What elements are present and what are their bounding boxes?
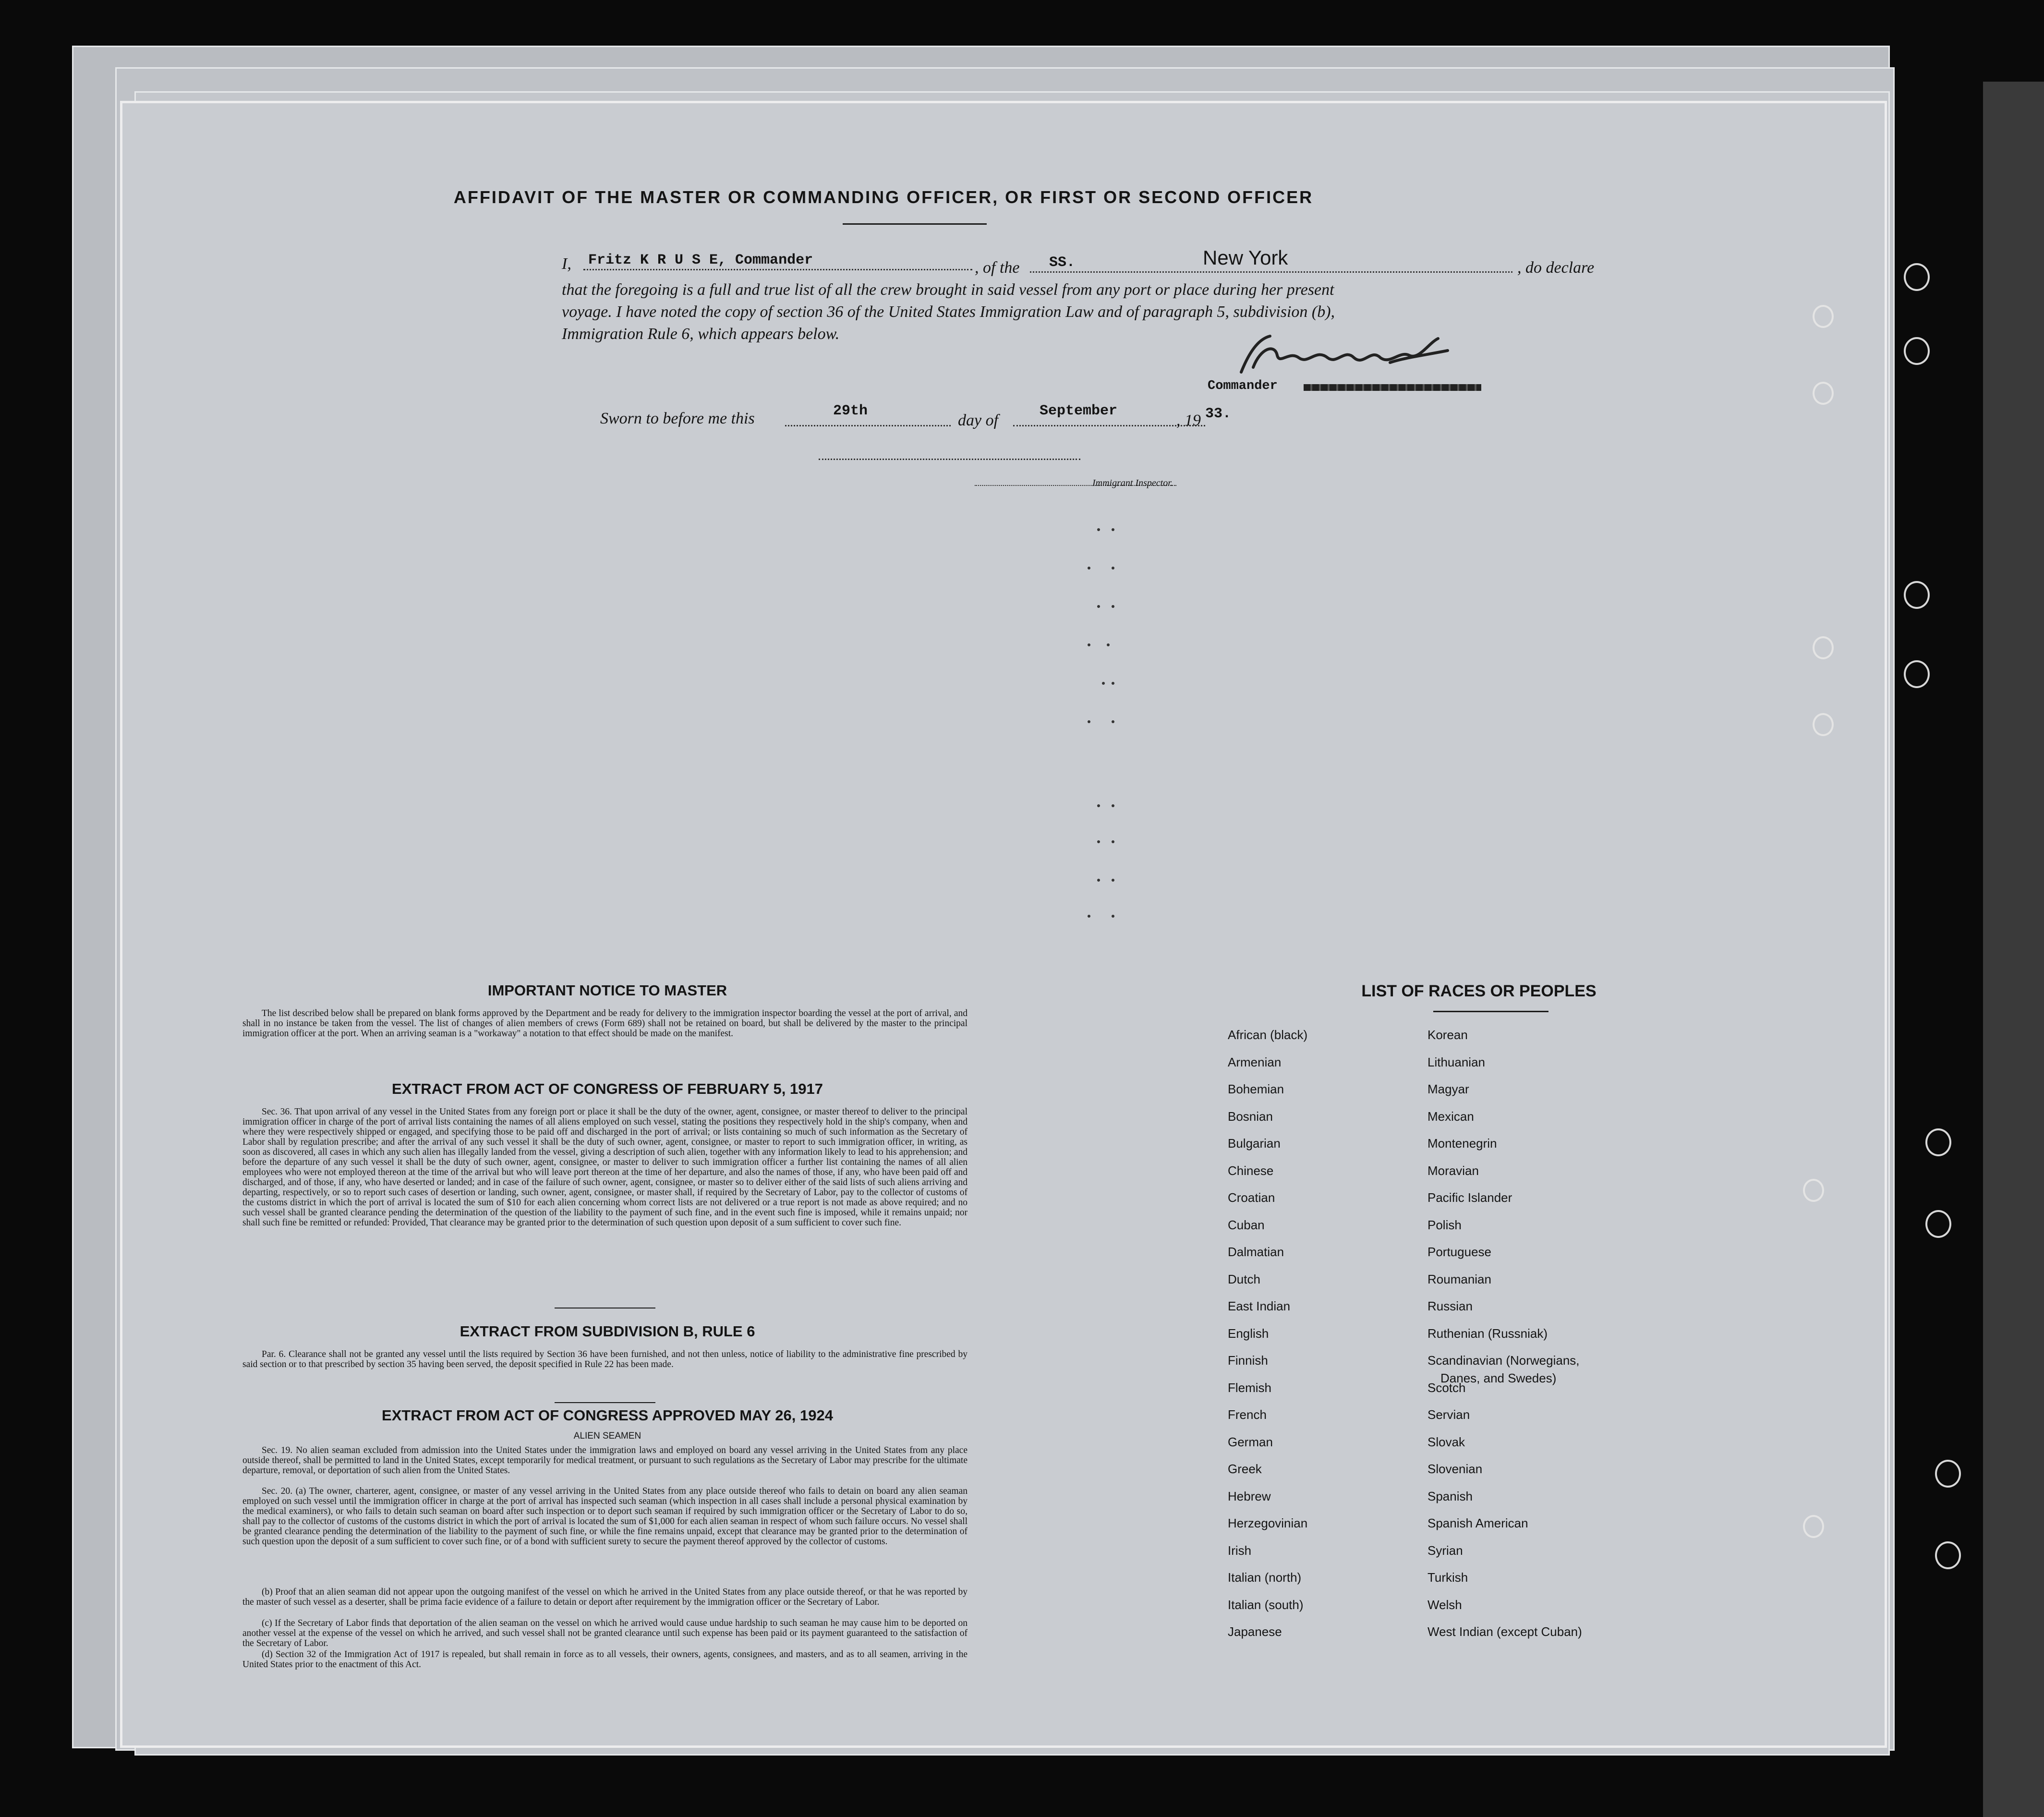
binding-strip (1983, 82, 2044, 1817)
race-item: Bulgarian (1228, 1136, 1281, 1151)
vessel-name: New York (1203, 246, 1288, 269)
binder-hole (1925, 1128, 1951, 1156)
race-item: Japanese (1228, 1624, 1282, 1639)
inspector-sign-line (819, 459, 1080, 460)
races-title-underline (1433, 1011, 1548, 1012)
race-item: Polish (1427, 1217, 1462, 1232)
statement-line-3: Immigration Rule 6, which appears below. (562, 325, 840, 343)
vessel-prefix: SS. (1049, 254, 1076, 271)
affidavit-title: AFFIDAVIT OF THE MASTER OR COMMANDING OFFICER, OR FIRST OR SECOND OFFICER (453, 187, 1314, 207)
races-title: LIST OF RACES OR PEOPLES (1361, 982, 1596, 1000)
race-item: German (1228, 1434, 1273, 1449)
race-item: Scotch (1427, 1380, 1466, 1395)
do-declare-label: , do declare (1517, 259, 1595, 277)
extract-1924-subtitle: ALIEN SEAMEN (573, 1431, 641, 1441)
extract-1917-title: EXTRACT FROM ACT OF CONGRESS OF FEBRUARY 5, 1917 (392, 1080, 823, 1097)
race-item: Spanish (1427, 1489, 1473, 1503)
race-item: Ruthenian (Russniak) (1427, 1326, 1548, 1341)
scandinavian-continuation: Danes, and Swedes) (1440, 1371, 1557, 1385)
binder-hole (1904, 660, 1930, 688)
affidavit-sheet (120, 101, 1887, 1748)
notice-title: IMPORTANT NOTICE TO MASTER (487, 982, 727, 999)
extract-rule6-text: Par. 6. Clearance shall not be granted any vessel until the lists required by Section 36 have been furnished, and not then unless, notice of liability to the administrative fine prescribed by said section or to that prescribed by section 35 having been served, the deposit specified in Rule 22 has been made. (242, 1349, 968, 1369)
races-right-column (1427, 1028, 1582, 1652)
sec-20b-text: (b) Proof that an alien seaman did not appear upon the outgoing manifest of the vessel on which he arrived in the United States from any place outside thereof, or that he was reported by the master of such vessel as a deserter, shall be prima facie evidence of a failure to detain or deport after requirement by the immigration officer or the Secretary of Labor. (242, 1587, 968, 1607)
extract-rule6-title: EXTRACT FROM SUBDIVISION B, RULE 6 (460, 1323, 755, 1340)
race-item: Italian (north) (1228, 1570, 1302, 1585)
sworn-day: 29th (833, 403, 868, 419)
race-item: Croatian (1228, 1190, 1275, 1205)
commander-signature (1232, 329, 1457, 382)
i-label: I, (562, 255, 571, 273)
race-item: East Indian (1228, 1299, 1291, 1313)
race-item: Portuguese (1427, 1245, 1491, 1259)
sec-19-text: Sec. 19. No alien seaman excluded from admission into the United States under the immigration laws and employed on board any vessel arriving in the United States from any place outside thereof, shall be permitted to land in the United States, except temporarily for medical treatment, or pursuant to such regulations as the Secretary of Labor may prescribe for the ultimate departure, removal, or deportation of such alien from the United States. (242, 1445, 968, 1476)
name-field-line (583, 269, 972, 270)
binder-hole (1904, 337, 1930, 365)
struck-out-text (1304, 384, 1481, 391)
binder-hole (1904, 581, 1930, 609)
race-item: Welsh (1427, 1597, 1462, 1612)
race-item: Armenian (1228, 1054, 1282, 1069)
day-field-line (785, 425, 951, 426)
race-item: Moravian (1427, 1163, 1479, 1178)
vessel-field-line (1030, 271, 1512, 273)
year-suffix: 33. (1205, 406, 1232, 422)
race-item: French (1228, 1407, 1267, 1422)
race-item: Irish (1228, 1543, 1252, 1558)
race-item: African (black) (1228, 1028, 1308, 1042)
binder-hole (1935, 1541, 1961, 1569)
binder-hole (1925, 1210, 1951, 1238)
punch-ring (1813, 382, 1834, 405)
race-item: English (1228, 1326, 1269, 1341)
extract-1917-text: Sec. 36. That upon arrival of any vessel in the United States from any foreign port or place it shall be the duty of the owner, agent, consignee, or master thereof to deliver to the principal immigration officer in charge of the port of arrival lists containing the names of all aliens employed on such vessel, stating the positions they respectively hold in the ship's company, when and where they were respectively shipped or engaged, and specifying those to be paid off and discharged in the port of arrival; or lists containing so much of such information as the Secretary of Labor shall by regulation prescribe; and after the arrival of any such vessel it shall be the duty of such owner, agent, consignee, or master to report to such immigration officer, in writing, as soon as discovered, all cases in which any such alien has illegally landed from the vessel, giving a description of such alien, together with any information likely to lead to his apprehension; and before the departure of any such vessel it shall be the duty of such owner, agent, consignee, or master to deliver to such immigration officer a further list containing the names of all alien employees who were not employed thereon at the time of the arrival but who will leave port thereon at the time of her departure, and also the names of those, if any, who have been paid off and discharged, and of those, if any, who have deserted or landed; and in case of the failure of such owner, agent, consignee, or master so to deliver either of the said lists of such aliens arriving and departing, respectively, or so to report such cases of desertion or landing, such owner, agent, consignee, or master shall, if required by the Secretary of Labor, pay to the collector of customs of the customs district in which the port of arrival is located the sum of $10 for each alien concerning whom correct lists are not delivered or a true report is not made as above required; and no such vessel shall be granted clearance pending the determination of the question of the liability to the payment of such fine, and in the event such fine is imposed, while it remains unpaid; nor shall such fine be remitted or refunded: Provided, That clearance may be granted prior to the determination of such question upon deposit of a sum sufficient to cover such fine. (242, 1107, 968, 1228)
race-item: Magyar (1427, 1082, 1469, 1096)
sec-20a-text: Sec. 20. (a) The owner, charterer, agent, consignee, or master of any vessel arriving in the United States from any place outside thereof who fails to detain on board any alien seaman employed on such vessel until the immigration officer in charge at the port of arrival has inspected such seaman (which inspection in all cases shall include a personal physical examination by the medical examiners), or who fails to detain such seaman on board after such inspection or to deport such seaman if required by such immigration officer or the Secretary of Labor to do so, shall pay to the collector of customs of the customs district in which the port of arrival is located the sum of $1,000 for each alien seaman in respect of whom such failure occurs. No vessel shall be granted clearance pending the determination of the liability to the payment of such fine, or while the fine remains unpaid, except that clearance may be granted prior to the determination of such question upon the deposit of a sum sufficient to cover such fine, or of a bond with sufficient surety to secure the payment thereof approved by the collector of customs. (242, 1486, 968, 1547)
section-divider (555, 1402, 655, 1403)
punch-ring (1813, 636, 1834, 659)
race-item: Italian (south) (1228, 1597, 1304, 1612)
race-item: Slovenian (1427, 1462, 1483, 1476)
notice-text: The list described below shall be prepared on blank forms approved by the Department and be ready for delivery to the immigration inspector boarding the vessel at the port of arrival, and shall in no instance be taken from the vessel. The list of changes of alien members of crews (Form 689) shall not be retained on board, but shall be delivered by the master to the principal immigration officer at the port. When an arriving seaman is a "workaway" a notation to that effect should be made on the manifest. (242, 1008, 968, 1039)
race-item: Herzegovinian (1228, 1516, 1308, 1530)
sec-20d-text: (d) Section 32 of the Immigration Act of 1917 is repealed, but shall remain in force as to all vessels, their owners, agents, consignees, and masters, and as to all seamen, arriving in the United States prior to the enactment of this Act. (242, 1649, 968, 1670)
signature-title: Commander (1208, 379, 1278, 393)
race-item: Slovak (1427, 1434, 1465, 1449)
race-item: Servian (1427, 1407, 1470, 1422)
sec-20c-text: (c) If the Secretary of Labor finds that deportation of the alien seaman on the vessel on which he arrived would cause undue hardship to such seaman he may cause him to be deported on another vessel at the expense of the vessel on which he arrived, and such vessel shall not be granted clearance until such expense has been paid or its payment guaranteed to the satisfaction of the Secretary of Labor. (242, 1618, 968, 1648)
race-item: Russian (1427, 1299, 1473, 1313)
of-the-label: , of the (975, 259, 1020, 277)
title-underline (843, 223, 987, 225)
statement-line-2: voyage. I have noted the copy of section 36 of the United States Immigration Law and of paragraph 5, subdivision (b), (562, 303, 1335, 321)
races-left-column (1228, 1028, 1307, 1652)
race-item: West Indian (except Cuban) (1427, 1624, 1582, 1639)
race-item: Finnish (1228, 1353, 1268, 1368)
sworn-label: Sworn to before me this (600, 410, 755, 427)
officer-name: Fritz K R U S E, Commander (588, 252, 813, 268)
binder-hole (1935, 1460, 1961, 1488)
year-prefix: , 19 (1176, 412, 1201, 429)
race-item: Bosnian (1228, 1109, 1273, 1124)
race-item: Greek (1228, 1462, 1262, 1476)
sworn-month: September (1040, 403, 1118, 419)
inspector-label: Immigrant Inspector. (1092, 478, 1173, 488)
race-item: Mexican (1427, 1109, 1474, 1124)
race-item: Bohemian (1228, 1082, 1284, 1096)
day-of-label: day of (958, 412, 999, 429)
punch-ring (1813, 305, 1834, 328)
race-item: Spanish American (1427, 1516, 1528, 1530)
race-item: Turkish (1427, 1570, 1468, 1585)
race-item: Pacific Islander (1427, 1190, 1512, 1205)
punch-ring (1803, 1515, 1824, 1538)
race-item: Scandinavian (Norwegians, (1427, 1353, 1580, 1368)
race-item: Dutch (1228, 1272, 1260, 1286)
race-item: Cuban (1228, 1217, 1265, 1232)
punch-ring (1813, 713, 1834, 736)
binder-hole (1904, 263, 1930, 291)
race-item: Flemish (1228, 1380, 1272, 1395)
statement-line-1: that the foregoing is a full and true list of all the crew brought in said vessel from any port or place during her present (562, 281, 1334, 299)
race-item: Roumanian (1427, 1272, 1491, 1286)
extract-1924-title: EXTRACT FROM ACT OF CONGRESS APPROVED MAY 26, 1924 (382, 1407, 833, 1424)
race-item: Dalmatian (1228, 1245, 1284, 1259)
race-item: Chinese (1228, 1163, 1274, 1178)
race-item: Syrian (1427, 1543, 1463, 1558)
race-item: Korean (1427, 1028, 1468, 1042)
race-item: Hebrew (1228, 1489, 1271, 1503)
race-item: Lithuanian (1427, 1054, 1485, 1069)
punch-ring (1803, 1179, 1824, 1202)
race-item: Montenegrin (1427, 1136, 1497, 1151)
